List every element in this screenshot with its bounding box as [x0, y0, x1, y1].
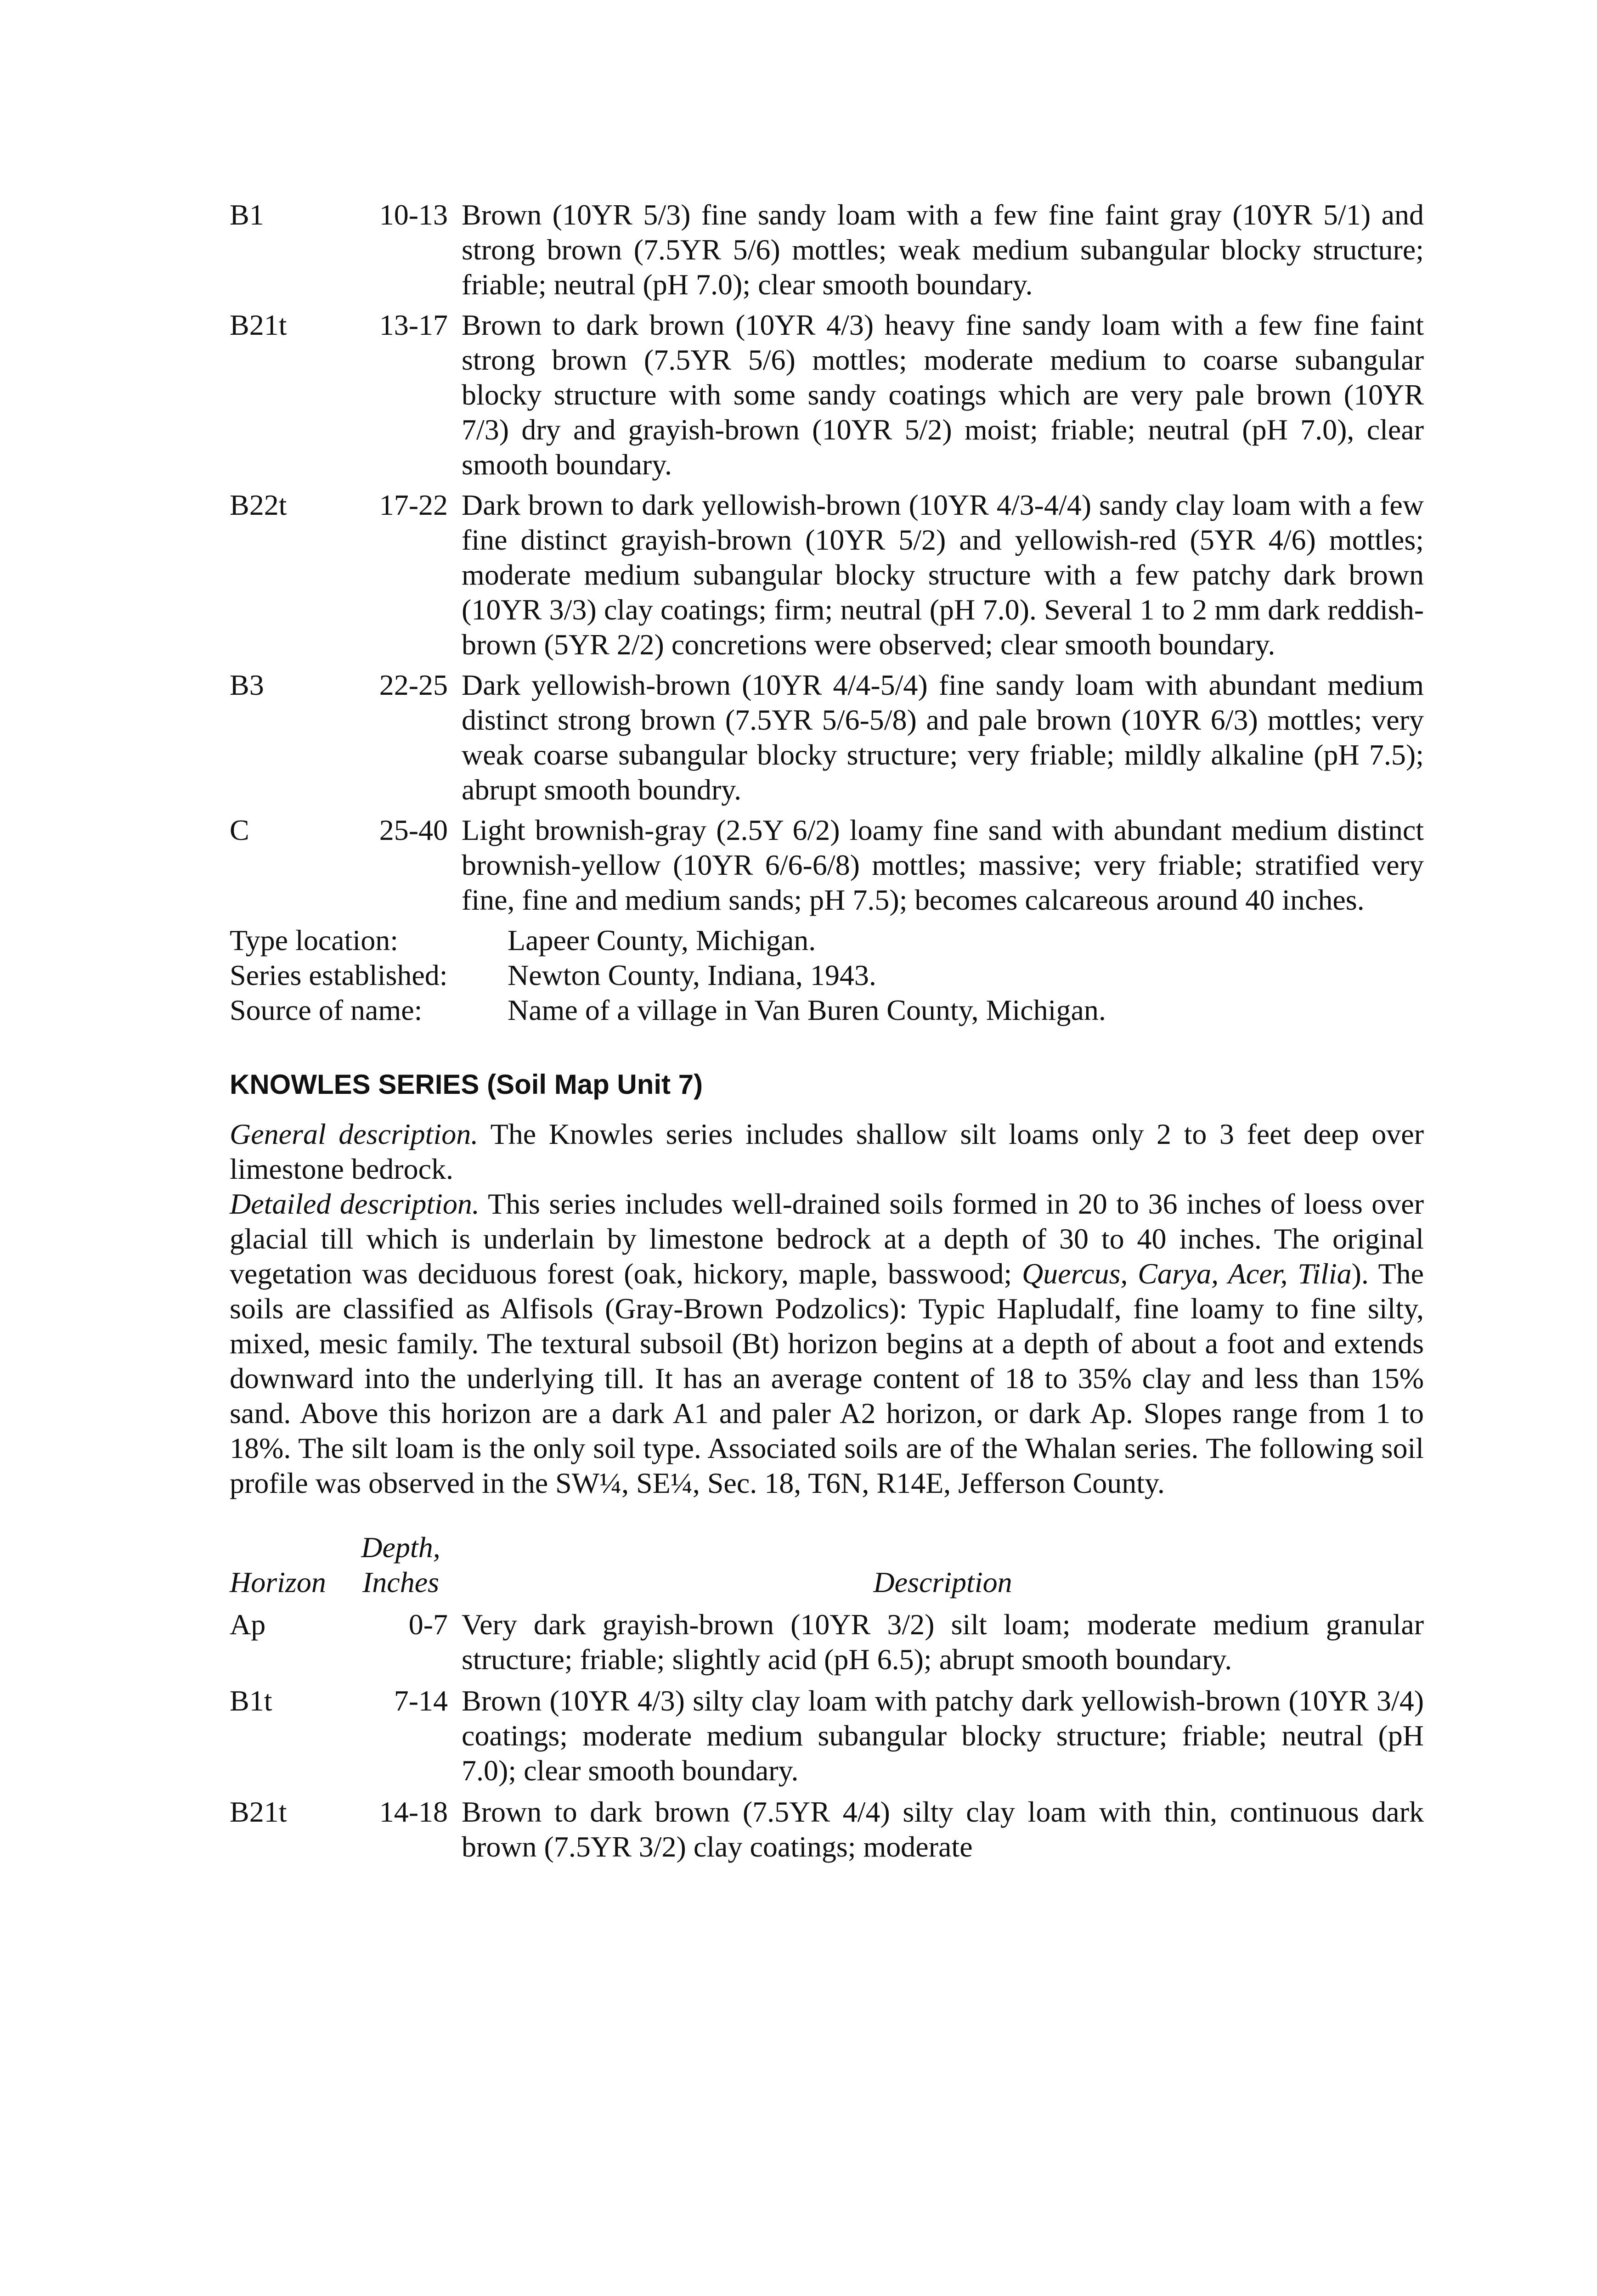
horizon-row [230, 668, 1424, 807]
meta-value: Lapeer County, Michigan. [508, 924, 816, 957]
description-column-header: Description [873, 1566, 1012, 1598]
horizon-row [230, 1683, 1424, 1788]
depth-header-line-2: Inches [362, 1566, 440, 1598]
general-description [230, 1117, 1424, 1187]
horizon-code: B21t [230, 309, 287, 341]
detailed-description-text-continued: ). The soils are classified as Alfisols (Gray-Brown Podzolics): Typic Hapludalf, fine loamy to fine silty, mixed, mesic family. The textural subsoil (Bt) horizon begins at a depth of about a foot and extends downward into the underlying till. It has an average content of 18 to 35% clay and less than 15% sand. Above this horizon are a dark A1 and paler A2 horizon, or dark Ap. Slopes range from 1 to 18%. The silt loam is the only soil type. Associated soils are of the Whalan series. The following soil profile was observed in the SW¼, SE¼, Sec. 18, T6N, R14E, Jefferson County. [230, 1257, 1424, 1499]
horizon-description: Dark brown to dark yellowish-brown (10YR 4/3-4/4) sandy clay loam with a few fine distinct grayish-brown (10YR 5/2) and yellowish-red (5YR 4/6) mottles; moderate medium subangular blocky structure with a few patchy dark brown (10YR 3/3) clay coatings; firm; neutral (pH 7.0). Several 1 to 2 mm dark reddish-brown (5YR 2/2) concretions were observed; clear smooth boundary. [462, 489, 1424, 661]
horizon-code: C [230, 814, 249, 846]
horizon-description: Brown (10YR 5/3) fine sandy loam with a few fine faint gray (10YR 5/1) and strong brown (7.5YR 5/6) mottles; weak medium subangular blocky structure; friable; neutral (pH 7.0); clear smooth boundary. [462, 198, 1424, 301]
horizon-code: B1 [230, 198, 264, 231]
horizon-row [230, 197, 1424, 302]
horizon-depth: 17-22 [379, 489, 448, 521]
general-description-label: General description. [230, 1118, 479, 1150]
detailed-description-label: Detailed description. [230, 1187, 480, 1220]
horizon-depth: 25-40 [379, 814, 448, 846]
profile-table-header [230, 1530, 1424, 1600]
meta-value: Newton County, Indiana, 1943. [508, 959, 876, 991]
horizon-row [230, 813, 1424, 917]
horizon-description: Dark yellowish-brown (10YR 4/4-5/4) fine sandy loam with abundant medium distinct strong brown (7.5YR 5/6-5/8) and pale brown (10YR 6/3) mottles; very weak coarse subangular blocky structure; very friable; mildly alkaline (pH 7.5); abrupt smooth boundry. [462, 669, 1424, 806]
horizon-code: B1t [230, 1684, 272, 1717]
horizon-depth: 13-17 [379, 309, 448, 341]
depth-header-line-1: Depth, [361, 1531, 440, 1564]
latin-names: Quercus, Carya, Acer, Tilia [1021, 1257, 1352, 1290]
horizon-description: Very dark grayish-brown (10YR 3/2) silt loam; moderate medium granular structure; friable; slightly acid (pH 6.5); abrupt smooth boundary. [462, 1608, 1424, 1676]
horizon-row [230, 488, 1424, 662]
meta-row [230, 993, 1424, 1028]
meta-label: Source of name: [230, 994, 423, 1026]
meta-row [230, 958, 1424, 993]
horizon-row [230, 308, 1424, 482]
horizon-description: Brown to dark brown (10YR 4/3) heavy fine sandy loam with a few fine faint strong brown (7.5YR 5/6) mottles; moderate medium to coarse subangular blocky structure with some sandy coatings which are very pale brown (10YR 7/3) dry and grayish-brown (10YR 5/2) moist; friable; neutral (pH 7.0), clear smooth boundary. [462, 309, 1424, 481]
horizon-code: Ap [230, 1608, 266, 1641]
horizon-description: Light brownish-gray (2.5Y 6/2) loamy fine sand with abundant medium distinct brownish-yellow (10YR 6/6-6/8) mottles; massive; very friable; stratified very fine, fine and medium sands; pH 7.5); becomes calcareous around 40 inches. [462, 814, 1424, 916]
meta-row [230, 923, 1424, 958]
depth-column-header [354, 1530, 448, 1600]
meta-label: Type location: [230, 924, 398, 957]
horizon-description: Brown (10YR 4/3) silty clay loam with patchy dark yellowish-brown (10YR 3/4) coatings; moderate medium subangular blocky structure; friable; neutral (pH 7.0); clear smooth boundary. [462, 1684, 1424, 1787]
horizon-depth: 14-18 [379, 1795, 448, 1828]
detailed-description-text: This series includes well-drained soils formed in 20 to 36 inches of loess over glacial till which is underlain by limestone bedrock at a depth of 30 to 40 inches. The original vegetation was deciduous forest (oak, hickory, maple, basswood; [230, 1187, 1424, 1290]
meta-label: Series established: [230, 959, 448, 991]
series-meta [230, 923, 1424, 1028]
section-heading: KNOWLES SERIES (Soil Map Unit 7) [230, 1069, 703, 1100]
document-page [230, 197, 1424, 1871]
horizon-description: Brown to dark brown (7.5YR 4/4) silty clay loam with thin, continuous dark brown (7.5YR 3/2) clay coatings; moderate [462, 1795, 1424, 1863]
horizon-row [230, 1607, 1424, 1677]
horizon-code: B21t [230, 1795, 287, 1828]
general-description-text: The Knowles series includes shallow silt loams only 2 to 3 feet deep over limestone bedrock. [230, 1118, 1424, 1185]
horizon-depth: 10-13 [379, 198, 448, 231]
detailed-description [230, 1187, 1424, 1501]
profile-table [230, 1607, 1424, 1864]
horizon-depth: 22-25 [379, 669, 448, 701]
horizon-depth: 0-7 [408, 1608, 448, 1641]
horizon-code: B22t [230, 489, 287, 521]
meta-value: Name of a village in Van Buren County, Michigan. [508, 994, 1106, 1026]
horizon-list-continued [230, 197, 1424, 917]
horizon-column-header: Horizon [230, 1566, 326, 1598]
horizon-code: B3 [230, 669, 264, 701]
horizon-depth: 7-14 [394, 1684, 448, 1717]
horizon-row [230, 1795, 1424, 1864]
